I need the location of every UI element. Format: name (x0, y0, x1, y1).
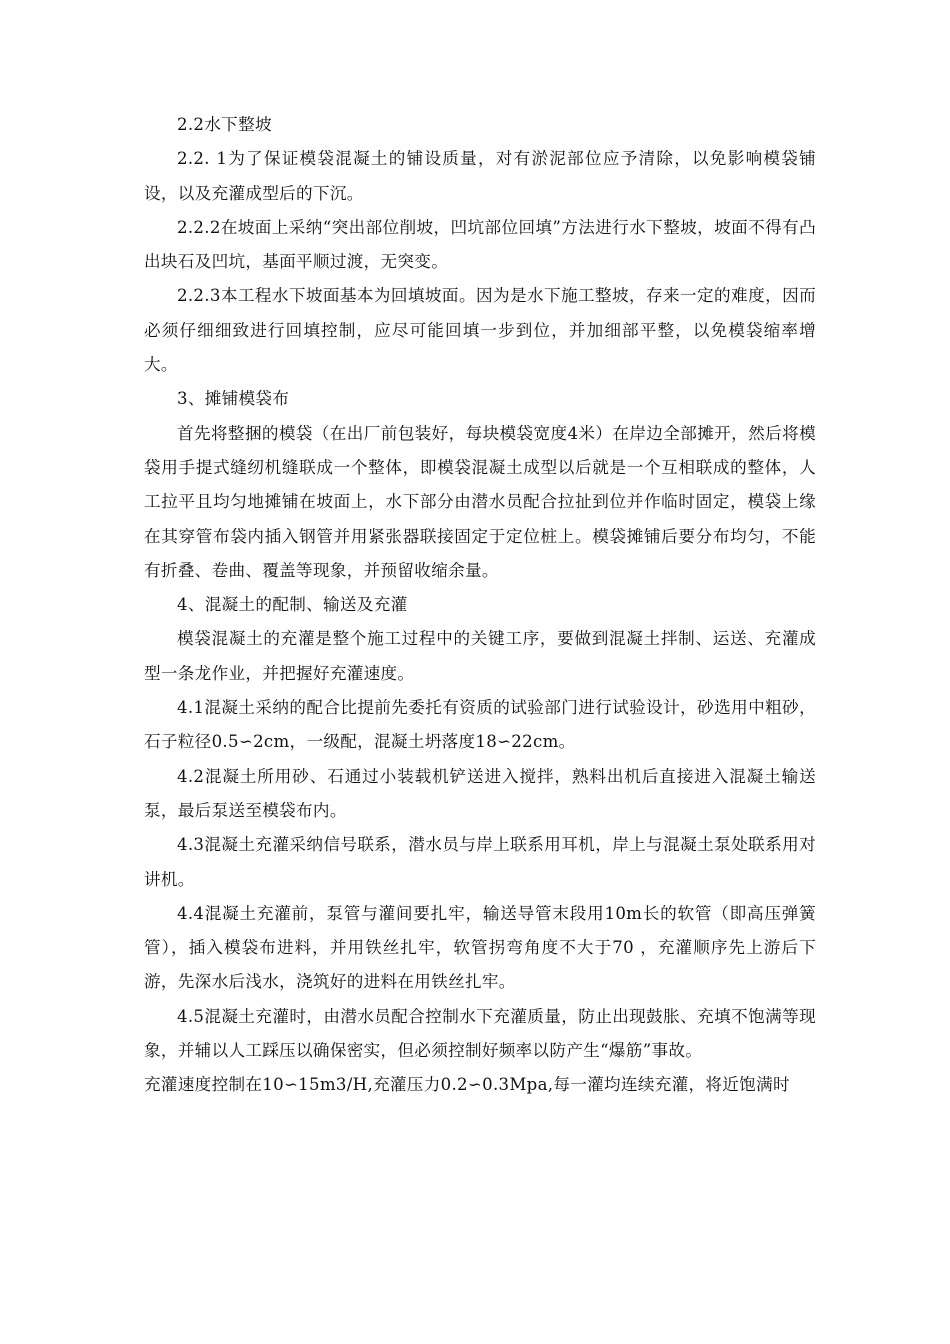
paragraph-2-2-2: 2.2.2在坡面上采纳“突出部位削坡，凹坑部位回填”方法进行水下整坡，坡面不得有凸出块石及凹坑，基面平顺过渡，无突变。 (144, 217, 816, 272)
paragraph-4-3: 4.3混凝土充灌采纳信号联系，潜水员与岸上联系用耳机，岸上与混凝土泵处联系用对讲机。 (144, 835, 816, 889)
paragraph-4-2: 4.2混凝土所用砂、石通过小装载机铲送进入搅拌，熟料出机后直接进入混凝土输送泵，最后泵送至模袋布内。 (144, 766, 816, 820)
paragraph-3-body: 首先将整捆的模袋（在出厂前包装好，每块模袋宽度4米）在岸边全部摊开，然后将模袋用手提式缝纫机缝联成一个整体，即模袋混凝土成型以后就是一个互相联成的整体，人工拉平且均匀地摊铺在坡面上，水下部分由潜水员配合拉扯到位并作临时固定，模袋上缘在其穿管布袋内插入钢管并用紧张器联接固定于定位桩上。模袋摊铺后要分布均匀，不能有折叠、卷曲、覆盖等现象，并预留收缩余量。 (144, 423, 816, 580)
paragraph-2-2-3: 2.2.3本工程水下坡面基本为回填坡面。因为是水下施工整坡，存来一定的难度，因而必须仔细细致进行回填控制，应尽可能回填一步到位，并加细部平整，以免模袋缩率增大。 (144, 286, 816, 375)
paragraph-4-intro: 模袋混凝土的充灌是整个施工过程中的关键工序，要做到混凝土拌制、运送、充灌成型一条龙作业，并把握好充灌速度。 (144, 629, 816, 683)
paragraph-4-1: 4.1混凝土采纳的配合比提前先委托有资质的试验部门进行试验设计，砂选用中粗砂，石子粒径0.5∽2cm，一级配，混凝土坍落度18∽22cm。 (144, 698, 816, 752)
heading-2-2: 2.2水下整坡 (177, 115, 272, 134)
heading-3: 3、摊铺模袋布 (177, 389, 290, 409)
paragraph-2-2-1: 2.2. 1为了保证模袋混凝土的铺设质量，对有淤泥部位应予清除，以免影响模袋铺设，以及充灌成型后的下沉。 (144, 149, 816, 203)
paragraph-4-5-continued: 充灌速度控制在10∽15m3/H,充灌压力0.2∽0.3Mpa,每一灌均连续充灌，将近饱满时 (144, 1075, 790, 1095)
paragraph-4-4: 4.4混凝土充灌前，泵管与灌间要扎牢，输送导管末段用10m长的软管（即高压弹簧管），插入模袋布进料，并用铁丝扎牢，软管拐弯角度不大于70 ，充灌顺序先上游后下游，先深水后浅水，浇筑好的进料在用铁丝扎牢。 (144, 903, 816, 992)
document-body (144, 108, 816, 1103)
paragraph-4-5: 4.5混凝土充灌时，由潜水员配合控制水下充灌质量，防止出现鼓胀、充填不饱满等现象，并辅以人工踩压以确保密实，但必须控制好频率以防产生“爆筋”事故。 (144, 1006, 816, 1061)
heading-4: 4、混凝土的配制、输送及充灌 (177, 595, 408, 615)
